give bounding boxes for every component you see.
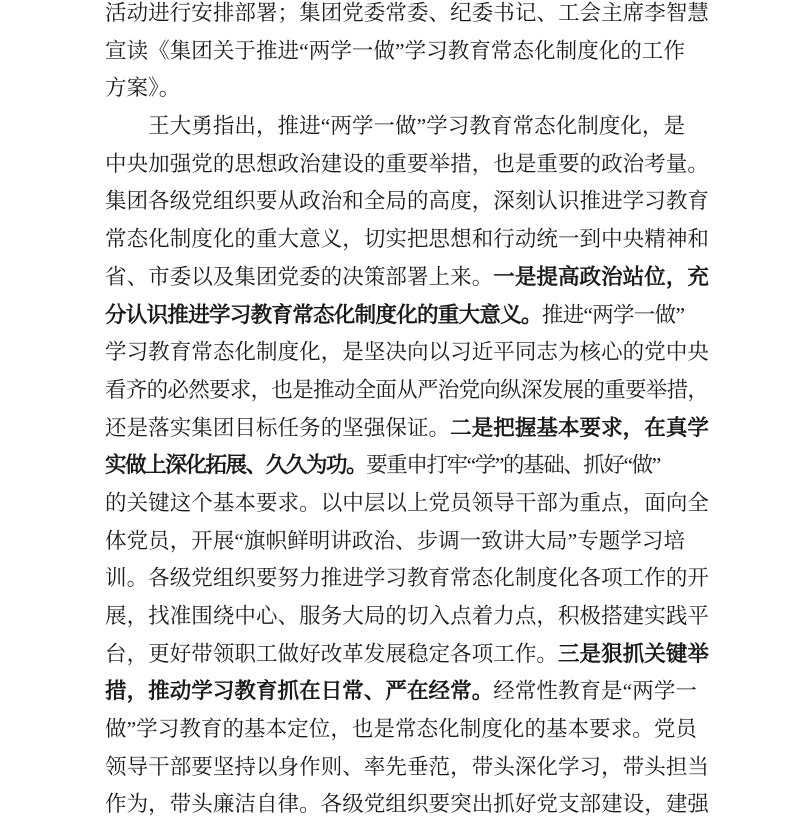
text-line <box>105 711 709 749</box>
text-run: 王大勇指出，推进“两学一做”学习教育常态化制度化，是 <box>105 114 686 139</box>
text-line <box>105 560 709 598</box>
text-line <box>105 297 709 335</box>
text-run: 集团各级党组织要从政治和全局的高度，深刻认识推进学习教育 <box>105 189 709 214</box>
text-run: 省、市委以及集团党委的决策部署上来。 <box>105 264 494 289</box>
bold-text-run: 措，推动学习教育抓在日常、严在经常。 <box>105 679 494 704</box>
text-run: 的关键这个基本要求。以中层以上党员领导干部为重点，面向全 <box>105 490 709 515</box>
text-run: 还是落实集团目标任务的坚强保证。 <box>105 415 451 440</box>
bold-text-run: 三是狠抓关键举 <box>557 641 709 666</box>
text-run: 活动进行安排部署；集团党委常委、纪委书记、工会主席李智慧 <box>105 1 709 25</box>
text-line <box>105 33 709 71</box>
text-line <box>105 598 709 636</box>
text-line <box>105 636 709 674</box>
text-line <box>105 485 709 523</box>
text-run: 体党员，开展“旗帜鲜明讲政治、步调一致讲大局”专题学习培 <box>105 528 686 553</box>
text-line <box>105 372 709 410</box>
text-run: 推进“两学一做” <box>541 302 685 327</box>
text-run: 要重申打牢“学”的基础、抓好“做” <box>366 453 660 478</box>
text-run: 学习教育常态化制度化，是坚决向以习近平同志为核心的党中央 <box>105 340 709 365</box>
text-run: 作为，带头廉洁自律。各级党组织要突出抓好党支部建设，建强 <box>105 792 709 817</box>
text-line <box>105 108 709 146</box>
text-run: 领导干部要坚持以身作则、率先垂范，带头深化学习，带头担当 <box>105 754 709 779</box>
text-line <box>105 786 709 822</box>
text-line <box>105 221 709 259</box>
text-run: 宣读《集团关于推进“两学一做”学习教育常态化制度化的工作 <box>105 38 686 63</box>
bold-text-run: 实做上深化拓展、久久为功。 <box>105 453 367 478</box>
text-run: 常态化制度化的重大意义，切实把思想和行动统一到中央精神和 <box>105 227 709 252</box>
text-line <box>105 70 709 108</box>
text-line <box>105 523 709 561</box>
text-line <box>105 447 709 485</box>
bold-text-run: 一是提高政治站位，充 <box>493 264 709 289</box>
text-run: 方案》。 <box>105 76 181 101</box>
text-line <box>105 334 709 372</box>
text-line <box>105 183 709 221</box>
text-run: 训。各级党组织要努力推进学习教育常态化制度化各项工作的开 <box>105 566 709 591</box>
text-line <box>105 146 709 184</box>
text-run: 看齐的必然要求，也是推动全面从严治党向纵深发展的重要举措， <box>105 377 709 402</box>
text-line <box>105 749 709 787</box>
text-run: 做”学习教育的基本定位，也是常态化制度化的基本要求。党员 <box>105 717 698 742</box>
text-run: 展，找准围绕中心、服务大局的切入点着力点，积极搭建实践平 <box>105 604 709 628</box>
bold-text-run: 二是把握基本要求，在真学 <box>450 415 709 440</box>
text-run: 经常性教育是“两学一 <box>493 679 698 704</box>
text-run: 台，更好带领职工做好改革发展稳定各项工作。 <box>105 641 558 666</box>
text-line <box>105 673 709 711</box>
text-line <box>105 410 709 448</box>
bold-text-run: 分认识推进学习教育常态化制度化的重大意义。 <box>105 302 542 327</box>
text-run: 中央加强党的思想政治建设的重要举措，也是重要的政治考量。 <box>105 151 709 176</box>
text-line <box>105 0 709 33</box>
document-text-body <box>105 0 709 822</box>
text-line <box>105 259 709 297</box>
